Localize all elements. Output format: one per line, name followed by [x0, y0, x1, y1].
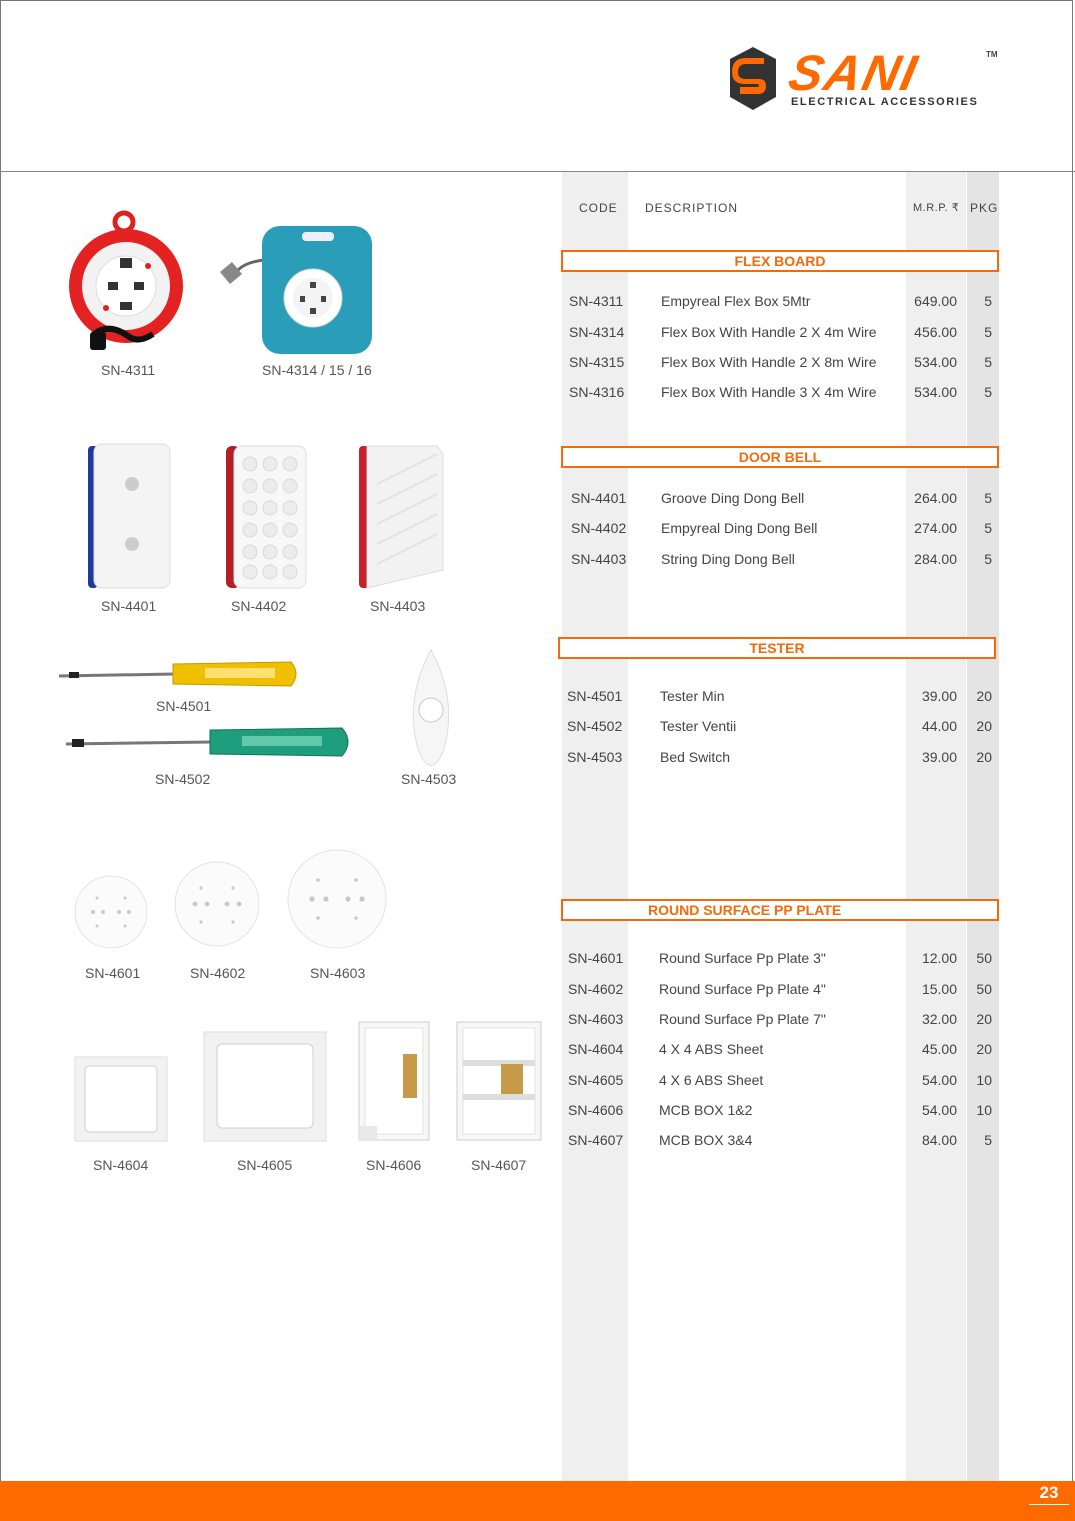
caption-sn-4403: SN-4403: [370, 598, 426, 614]
caption-sn-4604: SN-4604: [93, 1157, 149, 1173]
round-plate-7-image: [286, 848, 388, 950]
trademark-mark: TM: [986, 50, 998, 59]
table-row: SN-4403 String Ding Dong Bell 284.00 5: [571, 551, 992, 567]
table-row: SN-4401 Groove Ding Dong Bell 264.00 5: [571, 490, 992, 506]
groove-door-bell-image: [86, 442, 174, 592]
mcb-box-1-2-image: [357, 1020, 431, 1142]
brand-tagline: ELECTRICAL ACCESSORIES: [791, 96, 979, 108]
caption-sn-4607: SN-4607: [471, 1157, 527, 1173]
table-row: SN-4603 Round Surface Pp Plate 7" 32.00 20: [568, 1011, 992, 1027]
caption-sn-4503: SN-4503: [401, 771, 457, 787]
tester-min-image: [55, 656, 305, 692]
caption-sn-4402: SN-4402: [231, 598, 287, 614]
caption-sn-4606: SN-4606: [366, 1157, 422, 1173]
mcb-box-3-4-image: [455, 1020, 543, 1142]
table-row: SN-4402 Empyreal Ding Dong Bell 274.00 5: [571, 520, 992, 536]
string-door-bell-image: [357, 444, 445, 590]
section-title-door-bell: DOOR BELL: [561, 446, 999, 468]
bed-switch-image: [408, 648, 454, 768]
flex-reel-image: [68, 210, 193, 360]
caption-sn-4605: SN-4605: [237, 1157, 293, 1173]
table-row: SN-4601 Round Surface Pp Plate 3" 12.00 50: [568, 950, 992, 966]
page-number: 23: [1029, 1482, 1069, 1505]
section-title-tester: TESTER: [558, 637, 996, 659]
sani-emblem-icon: [728, 46, 778, 112]
footer-bar: [0, 1481, 1075, 1521]
round-plate-3-image: [73, 874, 149, 950]
section-title-round-surface-pp-plate: ROUND SURFACE PP PLATE: [561, 899, 999, 921]
table-row: SN-4311 Empyreal Flex Box 5Mtr 649.00 5: [569, 293, 992, 309]
header-pkg: PKG: [970, 201, 999, 215]
table-row: SN-4315 Flex Box With Handle 2 X 8m Wire 534.00 5: [569, 354, 992, 370]
section-title-flex-board: FLEX BOARD: [561, 250, 999, 272]
header-description: DESCRIPTION: [645, 201, 739, 215]
table-row: SN-4602 Round Surface Pp Plate 4" 15.00 50: [568, 981, 992, 997]
tester-ventii-image: [62, 722, 354, 762]
caption-sn-4502: SN-4502: [155, 771, 211, 787]
caption-sn-4314: SN-4314 / 15 / 16: [262, 362, 372, 378]
abs-sheet-4x6-image: [203, 1031, 327, 1142]
caption-sn-4311: SN-4311: [101, 362, 156, 378]
header-mrp: M.R.P. ₹: [913, 202, 960, 214]
header-code: CODE: [579, 201, 618, 215]
table-row: SN-4605 4 X 6 ABS Sheet 54.00 10: [568, 1072, 992, 1088]
brand-name: SANI: [784, 45, 924, 101]
table-row: SN-4316 Flex Box With Handle 3 X 4m Wire 534.00 5: [569, 384, 992, 400]
table-row: SN-4314 Flex Box With Handle 2 X 4m Wire 456.00 5: [569, 324, 992, 340]
table-row: SN-4607 MCB BOX 3&4 84.00 5: [568, 1132, 992, 1148]
caption-sn-4401: SN-4401: [101, 598, 157, 614]
caption-sn-4602: SN-4602: [190, 965, 246, 981]
caption-sn-4603: SN-4603: [310, 965, 366, 981]
table-row: SN-4501 Tester Min 39.00 20: [567, 688, 992, 704]
brand-logo: [728, 46, 1003, 112]
flex-box-handle-image: [218, 222, 378, 357]
abs-sheet-4x4-image: [74, 1056, 168, 1142]
caption-sn-4501: SN-4501: [156, 698, 212, 714]
table-row: SN-4502 Tester Ventii 44.00 20: [567, 718, 992, 734]
round-plate-4-image: [173, 860, 261, 948]
table-row: SN-4606 MCB BOX 1&2 54.00 10: [568, 1102, 992, 1118]
table-row: SN-4604 4 X 4 ABS Sheet 45.00 20: [568, 1041, 992, 1057]
table-row: SN-4503 Bed Switch 39.00 20: [567, 749, 992, 765]
empyreal-door-bell-image: [224, 444, 310, 590]
caption-sn-4601: SN-4601: [85, 965, 141, 981]
